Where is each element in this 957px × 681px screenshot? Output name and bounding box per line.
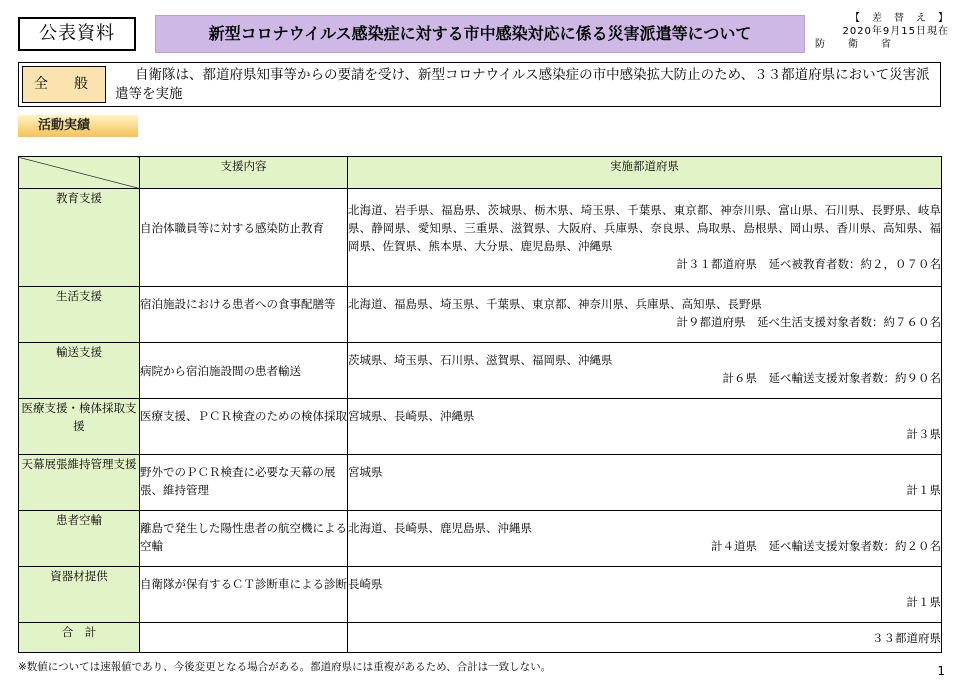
- total-value-cell: [348, 623, 942, 653]
- row-total: 計４道県 延べ輸送支援対象者数：約２０名: [711, 539, 941, 553]
- activities-table: [18, 156, 942, 653]
- table-row: [19, 343, 942, 399]
- row-prefectures: 北海道、福島県、埼玉県、千葉県、東京都、神奈川県、兵庫県、高知県、長野県: [348, 297, 762, 311]
- footnote: ※数値については速報値であり、今後変更となる場合がある。都道府県には重複があるため、合計は一致しない。: [18, 661, 552, 673]
- header-prefectures: 実施都道府県: [348, 157, 942, 189]
- section-heading: 活動実績: [18, 115, 138, 137]
- total-label: 合 計: [19, 623, 140, 653]
- row-prefectures: 北海道、岩手県、福島県、茨城県、栃木県、埼玉県、千葉県、東京都、神奈川県、富山県、石川県、長野県、岐阜県、静岡県、愛知県、三重県、滋賀県、大阪府、兵庫県、奈良県、鳥取県、島根県、岡山県、香川県、高知県、福岡県、佐賀県、熊本県、大分県、鹿児島県、沖縄県: [348, 203, 941, 253]
- summary-text: 自衛隊は、都道府県知事等からの要請を受け、新型コロナウイルス感染症の市中感染拡大防止のため、３３都道府県において災害派遣等を実施: [115, 67, 930, 102]
- total-row: [19, 623, 942, 653]
- row-prefectures: 北海道、長崎県、鹿児島県、沖縄県: [348, 521, 532, 535]
- header-corner-cell: [19, 157, 140, 189]
- row-prefectures: 茨城県、埼玉県、石川県、滋賀県、福岡県、沖縄県: [348, 353, 613, 367]
- row-prefectures-cell: [348, 567, 942, 623]
- row-support-content: 離島で発生した陽性患者の航空機による空輸: [140, 511, 348, 567]
- table-row: [19, 287, 942, 343]
- row-prefectures-cell: [348, 287, 942, 343]
- row-prefectures-cell: [348, 399, 942, 455]
- row-total: 計１県: [906, 595, 941, 609]
- row-prefectures: 長崎県: [348, 577, 383, 591]
- revision-info: [809, 12, 949, 51]
- row-prefectures-cell: [348, 511, 942, 567]
- row-prefectures-cell: [348, 455, 942, 511]
- row-total: 計９都道府県 延べ生活支援対象者数：約７６０名: [676, 315, 941, 329]
- public-document-label: 公表資料: [18, 17, 136, 51]
- row-total: 計６県 延べ輸送支援対象者数：約９０名: [722, 371, 941, 385]
- summary-label: 全 般: [22, 66, 106, 103]
- table-row: [19, 567, 942, 623]
- row-support-content: 医療支援、ＰＣＲ検査のための検体採取: [140, 399, 348, 455]
- table-row: [19, 399, 942, 455]
- table-row: [19, 455, 942, 511]
- row-support-content: 自衛隊が保有するＣＴ診断車による診断: [140, 567, 348, 623]
- row-category: 資器材提供: [19, 567, 140, 623]
- revision-tag: 【 差 替 え 】: [850, 13, 949, 24]
- summary-box: [18, 62, 941, 107]
- row-support-content: 病院から宿泊施設間の患者輸送: [140, 343, 348, 399]
- row-total: 計３県: [906, 427, 941, 441]
- header-support-content: 支援内容: [140, 157, 348, 189]
- issuing-organization: 防 衛 省: [815, 39, 892, 50]
- row-support-content: 自治体職員等に対する感染防止教育: [140, 189, 348, 287]
- row-category: 患者空輸: [19, 511, 140, 567]
- total-empty-cell: [140, 623, 348, 653]
- page-number: 1: [937, 664, 945, 678]
- table-header-row: [19, 157, 942, 189]
- row-category: 生活支援: [19, 287, 140, 343]
- row-category: 医療支援・検体採取支援: [19, 399, 140, 455]
- revision-date: 2020年9月15日現在: [842, 26, 949, 37]
- row-prefectures: 宮城県、長崎県、沖縄県: [348, 409, 475, 423]
- row-category: 教育支援: [19, 189, 140, 287]
- row-category: 天幕展張維持管理支援: [19, 455, 140, 511]
- row-support-content: 野外でのＰＣＲ検査に必要な天幕の展張、維持管理: [140, 455, 348, 511]
- table-row: [19, 189, 942, 287]
- row-support-content: 宿泊施設における患者への食事配膳等: [140, 287, 348, 343]
- row-prefectures-cell: [348, 189, 942, 287]
- page-title: 新型コロナウイルス感染症に対する市中感染対応に係る災害派遣等について: [155, 15, 805, 53]
- row-total: 計１県: [906, 483, 941, 497]
- row-prefectures-cell: [348, 343, 942, 399]
- row-total: 計３１都道府県 延べ被教育者数：約２，０７０名: [676, 257, 941, 271]
- total-value: ３３都道府県: [872, 630, 941, 645]
- row-prefectures: 宮城県: [348, 465, 383, 479]
- row-category: 輸送支援: [19, 343, 140, 399]
- table-row: [19, 511, 942, 567]
